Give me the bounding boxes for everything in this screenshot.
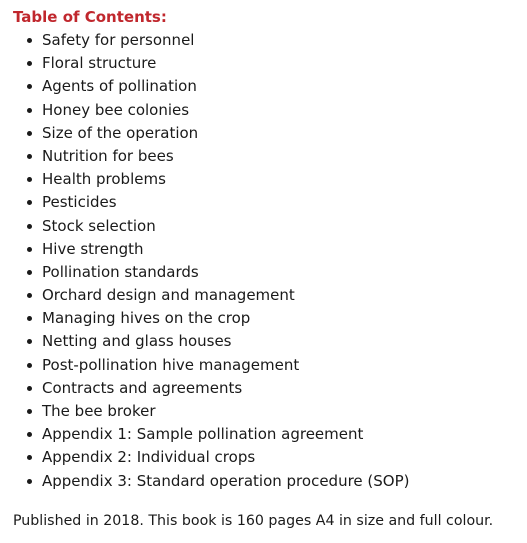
toc-item — [13, 284, 527, 307]
toc-item-label: Appendix 2: Individual crops — [42, 448, 256, 467]
toc-item — [13, 423, 527, 446]
toc-item-label: Size of the operation — [42, 123, 199, 142]
toc-item — [13, 400, 527, 423]
bullet-icon — [27, 154, 32, 159]
bullet-icon — [27, 479, 32, 484]
toc-item-label: Post-pollination hive management — [42, 355, 300, 374]
toc-item — [13, 261, 527, 284]
bullet-icon — [27, 270, 32, 275]
toc-item-label: Netting and glass houses — [42, 332, 232, 351]
bullet-icon — [27, 84, 32, 89]
toc-item-label: Orchard design and management — [42, 286, 295, 305]
bullet-icon — [27, 61, 32, 66]
bullet-icon — [27, 247, 32, 252]
bullet-icon — [27, 409, 32, 414]
toc-item — [13, 238, 527, 261]
bullet-icon — [27, 455, 32, 460]
bullet-icon — [27, 363, 32, 368]
toc-item-label: Hive strength — [42, 239, 144, 258]
bullet-icon — [27, 224, 32, 229]
toc-item-label: Pesticides — [42, 193, 117, 212]
toc-item-label: Agents of pollination — [42, 77, 197, 96]
bullet-icon — [27, 108, 32, 113]
toc-item — [13, 470, 527, 493]
toc-item-label: Stock selection — [42, 216, 156, 235]
bullet-icon — [27, 200, 32, 205]
publication-note: Published in 2018. This book is 160 pages A4 in size and full colour. — [13, 513, 494, 529]
toc-item — [13, 354, 527, 377]
toc-item — [13, 377, 527, 400]
toc-item-label: Floral structure — [42, 54, 157, 73]
toc-heading: Table of Contents: — [13, 8, 167, 26]
toc-item-label: The bee broker — [42, 402, 156, 420]
toc-item — [13, 215, 527, 238]
bullet-icon — [27, 177, 32, 182]
toc-item — [13, 446, 527, 469]
toc-item-label: Appendix 3: Standard operation procedure (SOP) — [42, 471, 410, 490]
toc-item-label: Nutrition for bees — [42, 146, 174, 165]
toc-item-label: Appendix 1: Sample pollination agreement — [42, 425, 364, 444]
toc-item — [13, 191, 527, 214]
toc-list — [13, 29, 527, 493]
bullet-icon — [27, 432, 32, 437]
toc-item-label: Safety for personnel — [42, 31, 195, 49]
bullet-icon — [27, 339, 32, 344]
toc-item — [13, 330, 527, 353]
toc-item-label: Pollination standards — [42, 262, 199, 281]
toc-item-label: Health problems — [42, 170, 166, 189]
toc-item — [13, 29, 527, 52]
toc-item — [13, 145, 527, 168]
toc-item-label: Contracts and agreements — [42, 378, 243, 397]
toc-item — [13, 99, 527, 122]
bullet-icon — [27, 293, 32, 298]
bullet-icon — [27, 38, 32, 43]
toc-item — [13, 122, 527, 145]
toc-item — [13, 168, 527, 191]
bullet-icon — [27, 131, 32, 136]
bullet-icon — [27, 386, 32, 391]
toc-item — [13, 307, 527, 330]
toc-item-label: Honey bee colonies — [42, 100, 190, 119]
toc-item — [13, 75, 527, 98]
bullet-icon — [27, 316, 32, 321]
toc-item-label: Managing hives on the crop — [42, 309, 251, 328]
toc-item — [13, 52, 527, 75]
